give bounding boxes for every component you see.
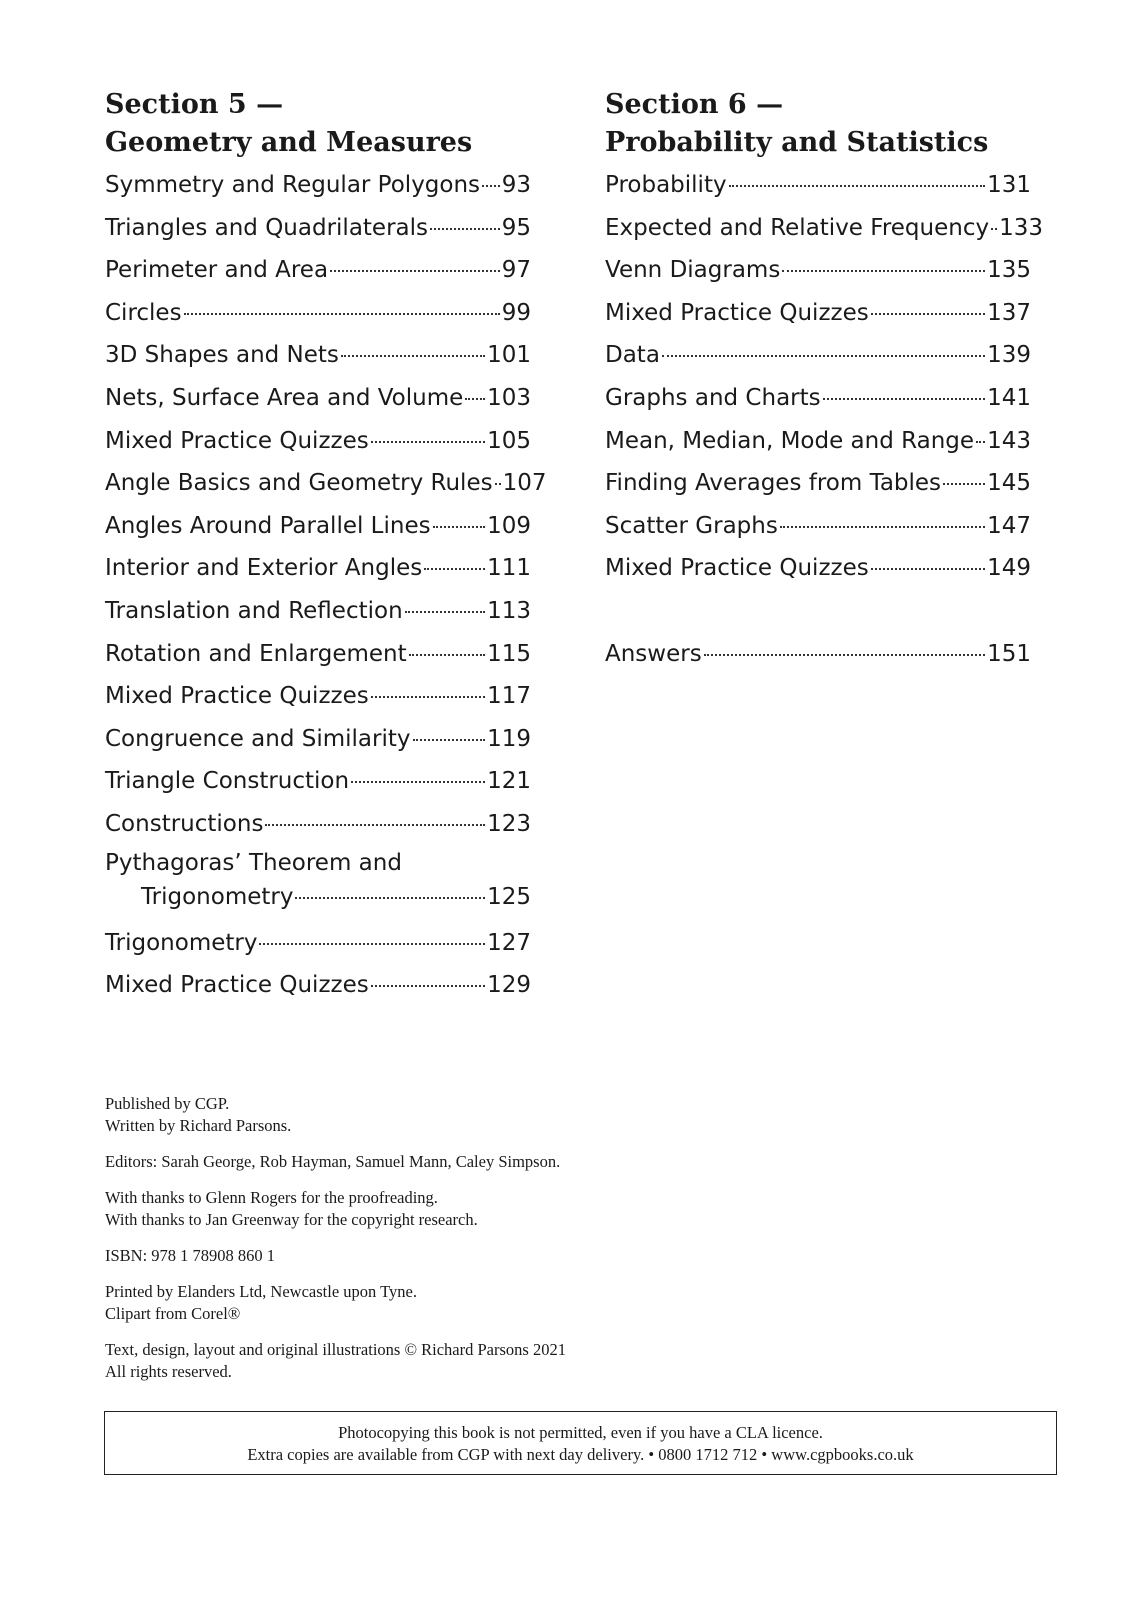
toc-entry-page: 141: [987, 384, 1031, 411]
toc-entry-title-line1: Pythagoras’ Theorem and: [105, 849, 402, 876]
toc-entry-title: Graphs and Charts: [605, 384, 821, 411]
dot-leader: [295, 897, 485, 899]
toc-entry-page: 93: [501, 172, 531, 198]
toc-entry-page: 95: [501, 214, 531, 241]
toc-entry-page: 97: [501, 257, 531, 284]
toc-entry-page: 151: [987, 640, 1031, 667]
toc-entry-title: Interior and Exterior Angles: [105, 555, 423, 582]
dot-leader: [943, 483, 985, 485]
rights-line: All rights reserved.: [105, 1362, 232, 1381]
dot-leader: [330, 270, 500, 272]
dot-leader: [341, 355, 485, 357]
toc-entry-page: 139: [987, 342, 1031, 369]
toc-entry[interactable]: [105, 334, 531, 377]
written-by: Written by Richard Parsons.: [105, 1116, 292, 1135]
dot-leader: [405, 611, 485, 613]
toc-entry[interactable]: [105, 249, 531, 292]
toc-entry[interactable]: [605, 207, 1043, 250]
notice-line1: Photocopying this book is not permitted, even if you have a CLA licence.: [338, 1423, 823, 1442]
section-6-heading-line2: Probability and Statistics: [605, 127, 989, 158]
toc-entry[interactable]: [105, 846, 531, 914]
toc-entry[interactable]: [105, 207, 531, 250]
dot-leader: [430, 228, 500, 230]
dot-leader: [409, 654, 485, 656]
toc-entry-page: 129: [487, 972, 531, 999]
toc-entry-title: Probability: [605, 172, 727, 198]
dot-leader: [495, 483, 501, 485]
toc-entry-title: Symmetry and Regular Polygons: [105, 172, 481, 198]
thanks-proofreading: With thanks to Glenn Rogers for the proofreading.: [105, 1188, 438, 1207]
dot-leader: [424, 568, 485, 570]
toc-entry[interactable]: [605, 462, 1031, 505]
toc-entry-title: Perimeter and Area: [105, 257, 329, 284]
dot-leader: [371, 985, 485, 987]
dot-leader: [413, 739, 486, 741]
toc-entry-title: Triangles and Quadrilaterals: [105, 214, 428, 241]
toc-entry-title: Nets, Surface Area and Volume: [105, 384, 464, 411]
toc-entry-title: Scatter Graphs: [605, 512, 778, 539]
toc-entry-page: 105: [487, 427, 531, 454]
imprint-printer: [105, 1281, 905, 1325]
toc-spacer: [605, 590, 1031, 633]
toc-entry-title: Venn Diagrams: [605, 257, 781, 284]
copyright-line: Text, design, layout and original illustrations © Richard Parsons 2021: [105, 1340, 566, 1359]
toc-entry[interactable]: [605, 292, 1031, 335]
printed-by: Printed by Elanders Ltd, Newcastle upon Tyne.: [105, 1282, 417, 1301]
toc-entry-page: 117: [487, 683, 531, 710]
toc-entry-title: Angles Around Parallel Lines: [105, 512, 431, 539]
dot-leader: [184, 313, 500, 315]
dot-leader: [662, 355, 985, 357]
toc-entry[interactable]: [105, 164, 531, 207]
toc-entry[interactable]: [105, 377, 531, 420]
toc-entry-title: Triangle Construction: [105, 768, 350, 795]
toc-entry-page: 103: [487, 384, 531, 411]
toc-entry-page: 121: [487, 768, 531, 795]
toc-entry[interactable]: [605, 547, 1031, 590]
section-5-heading: [105, 86, 531, 162]
toc-entry-page: 113: [487, 597, 531, 624]
toc-entry[interactable]: [105, 760, 531, 803]
toc-entry-page: 107: [502, 470, 547, 497]
dot-leader: [259, 943, 485, 945]
toc-entry[interactable]: [605, 334, 1031, 377]
toc-entry[interactable]: [105, 718, 531, 761]
dot-leader: [704, 654, 985, 656]
section-5-toc: [105, 164, 547, 1007]
toc-entry[interactable]: [105, 675, 531, 718]
imprint-thanks: [105, 1187, 905, 1231]
toc-entry-page: 135: [987, 257, 1031, 284]
photocopy-notice-box: [104, 1411, 1057, 1475]
dot-leader: [871, 313, 985, 315]
toc-entry-title: Constructions: [105, 810, 264, 837]
toc-entry-title: Mixed Practice Quizzes: [605, 299, 869, 326]
dot-leader: [482, 185, 500, 187]
toc-entry[interactable]: [105, 547, 531, 590]
toc-entry-page: 127: [487, 929, 531, 956]
toc-entry-title: Circles: [105, 299, 182, 326]
toc-entry[interactable]: [105, 922, 531, 965]
toc-entry[interactable]: [105, 633, 531, 676]
section-6-heading-line1: Section 6 —: [605, 89, 784, 120]
toc-entry[interactable]: [105, 292, 531, 335]
clipart-credit: Clipart from Corel®: [105, 1304, 241, 1323]
toc-entry-page: 101: [487, 342, 531, 369]
toc-entry-title: Expected and Relative Frequency: [605, 214, 990, 241]
dot-leader: [991, 228, 997, 230]
thanks-copyright: With thanks to Jan Greenway for the copyright research.: [105, 1210, 478, 1229]
section-6-toc: [605, 164, 1043, 675]
toc-entry[interactable]: [105, 505, 531, 548]
toc-entry-page: 133: [999, 214, 1043, 241]
dot-leader: [976, 441, 985, 443]
dot-leader: [780, 526, 985, 528]
toc-entry-page: 145: [987, 470, 1031, 497]
toc-entry-title-line2: Trigonometry: [141, 883, 294, 910]
toc-entry-page: 149: [987, 555, 1031, 582]
toc-entry-page: 147: [987, 512, 1031, 539]
imprint-editors: Editors: Sarah George, Rob Hayman, Samuel Mann, Caley Simpson.: [105, 1152, 561, 1171]
section-6-heading: [605, 86, 1031, 162]
imprint: [105, 1093, 905, 1397]
imprint-publisher: [105, 1093, 905, 1137]
toc-entry-title: Angle Basics and Geometry Rules: [105, 470, 493, 497]
published-by: Published by CGP.: [105, 1094, 230, 1113]
toc-entry-page: 123: [487, 810, 531, 837]
toc-entry-title: Mixed Practice Quizzes: [605, 555, 869, 582]
toc-entry-title: Congruence and Similarity: [105, 725, 411, 752]
dot-leader: [782, 270, 985, 272]
toc-entry-page: 111: [487, 555, 531, 582]
dot-leader: [823, 398, 985, 400]
toc-entry-title: Translation and Reflection: [105, 597, 403, 624]
toc-entry-page: 125: [487, 883, 531, 910]
toc-entry-title: 3D Shapes and Nets: [105, 342, 339, 369]
toc-entry-page: 137: [987, 299, 1031, 326]
toc-entry-title: Mixed Practice Quizzes: [105, 427, 369, 454]
toc-entry-title: Finding Averages from Tables: [605, 470, 942, 497]
section-5-heading-line1: Section 5 —: [105, 89, 284, 120]
dot-leader: [371, 441, 485, 443]
toc-entry[interactable]: [105, 462, 547, 505]
section-6-column: [605, 86, 1043, 675]
imprint-isbn: ISBN: 978 1 78908 860 1: [105, 1246, 276, 1265]
toc-entry[interactable]: [105, 964, 531, 1007]
notice-line2: Extra copies are available from CGP with next day delivery. • 0800 1712 712 • www.cgpbooks.co.uk: [247, 1445, 914, 1464]
toc-entry-page: 109: [487, 512, 531, 539]
toc-entry[interactable]: [105, 590, 531, 633]
toc-entry-page: 119: [487, 725, 531, 752]
toc-entry-title: Mean, Median, Mode and Range: [605, 427, 975, 454]
imprint-copyright: [105, 1339, 905, 1383]
toc-entry[interactable]: [605, 377, 1031, 420]
toc-entry-page: 143: [987, 427, 1031, 454]
toc-entry[interactable]: [605, 505, 1031, 548]
toc-entry-title: Data: [605, 342, 660, 369]
dot-leader: [265, 824, 485, 826]
toc-entry-title: Trigonometry: [105, 929, 258, 956]
dot-leader: [351, 781, 485, 783]
toc-entry-page: 99: [501, 299, 531, 326]
toc-entry-title: Answers: [605, 640, 702, 667]
toc-entry-page: 115: [487, 640, 531, 667]
dot-leader: [871, 568, 985, 570]
toc-entry-title: Rotation and Enlargement: [105, 640, 407, 667]
dot-leader: [371, 696, 485, 698]
toc-entry-title: Mixed Practice Quizzes: [105, 972, 369, 999]
dot-leader: [465, 398, 485, 400]
toc-entry[interactable]: [605, 249, 1031, 292]
toc-entry-page: 131: [987, 172, 1031, 198]
toc-entry[interactable]: [105, 803, 531, 846]
toc-entry-title: Mixed Practice Quizzes: [105, 683, 369, 710]
toc-entry[interactable]: [605, 420, 1031, 463]
toc-entry-answers[interactable]: [605, 633, 1031, 676]
toc-entry[interactable]: [105, 420, 531, 463]
dot-leader: [433, 526, 486, 528]
section-5-column: [105, 86, 547, 1007]
section-5-heading-line2: Geometry and Measures: [105, 127, 473, 158]
toc-entry[interactable]: [605, 164, 1031, 207]
dot-leader: [729, 185, 986, 187]
